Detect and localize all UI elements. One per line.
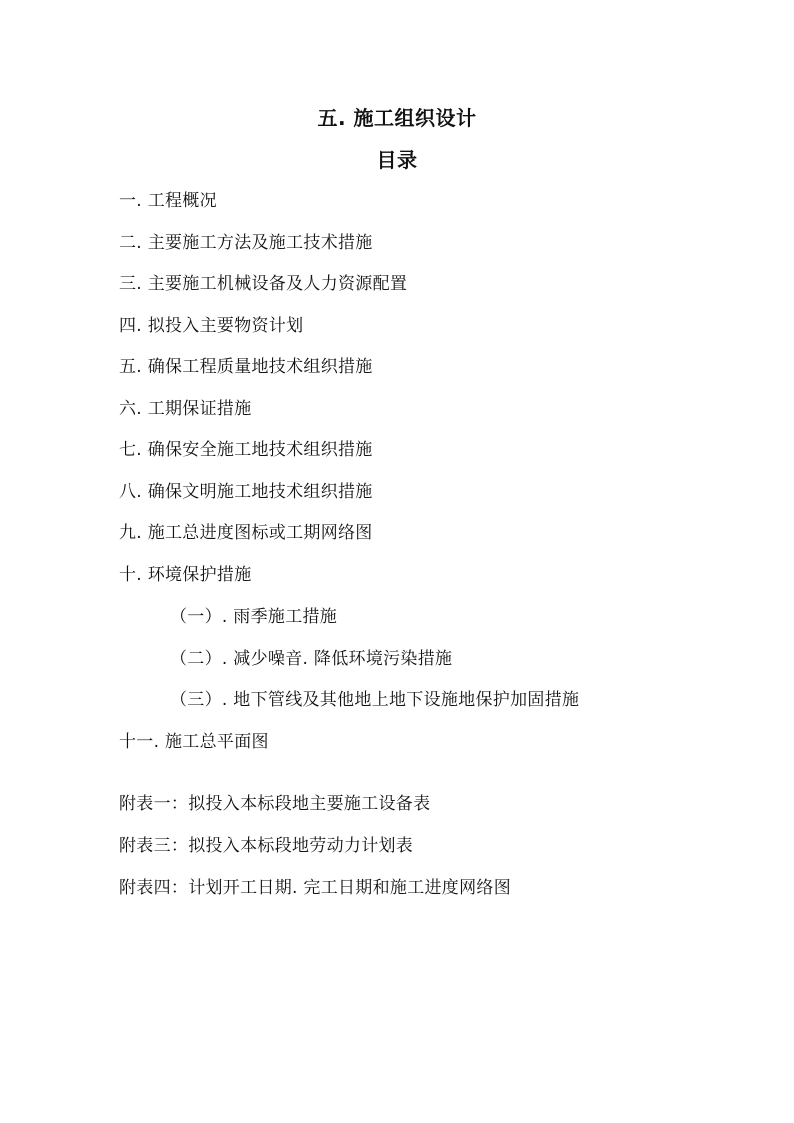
toc-item-2: 二. 主要施工方法及施工技术措施 [119,233,373,253]
toc-subitem-2: （二）. 减少噪音. 降低环境污染措施 [170,649,453,669]
toc-subitem-1: （一）. 雨季施工措施 [170,607,338,627]
toc-item-4: 四. 拟投入主要物资计划 [119,316,304,336]
toc-item-9: 九. 施工总进度图标或工期网络图 [119,523,373,543]
toc-item-6: 六. 工期保证措施 [119,399,252,419]
toc-item-10: 十. 环境保护措施 [119,565,252,585]
toc-item-11: 十一. 施工总平面图 [119,732,269,752]
toc-item-3: 三. 主要施工机械设备及人力资源配置 [119,274,408,294]
appendix-3: 附表三：拟投入本标段地劳动力计划表 [119,836,414,856]
appendix-1: 附表一：拟投入本标段地主要施工设备表 [119,794,431,814]
toc-item-1: 一. 工程概况 [119,191,217,211]
toc-heading: 目录 [376,148,418,172]
toc-item-7: 七. 确保安全施工地技术组织措施 [119,440,373,460]
appendix-4: 附表四：计划开工日期. 完工日期和施工进度网络图 [119,878,512,898]
document-title: 五. 施工组织设计 [317,106,477,130]
toc-item-5: 五. 确保工程质量地技术组织措施 [119,357,373,377]
toc-item-8: 八. 确保文明施工地技术组织措施 [119,482,373,502]
toc-subitem-3: （三）. 地下管线及其他地上地下设施地保护加固措施 [170,690,580,710]
